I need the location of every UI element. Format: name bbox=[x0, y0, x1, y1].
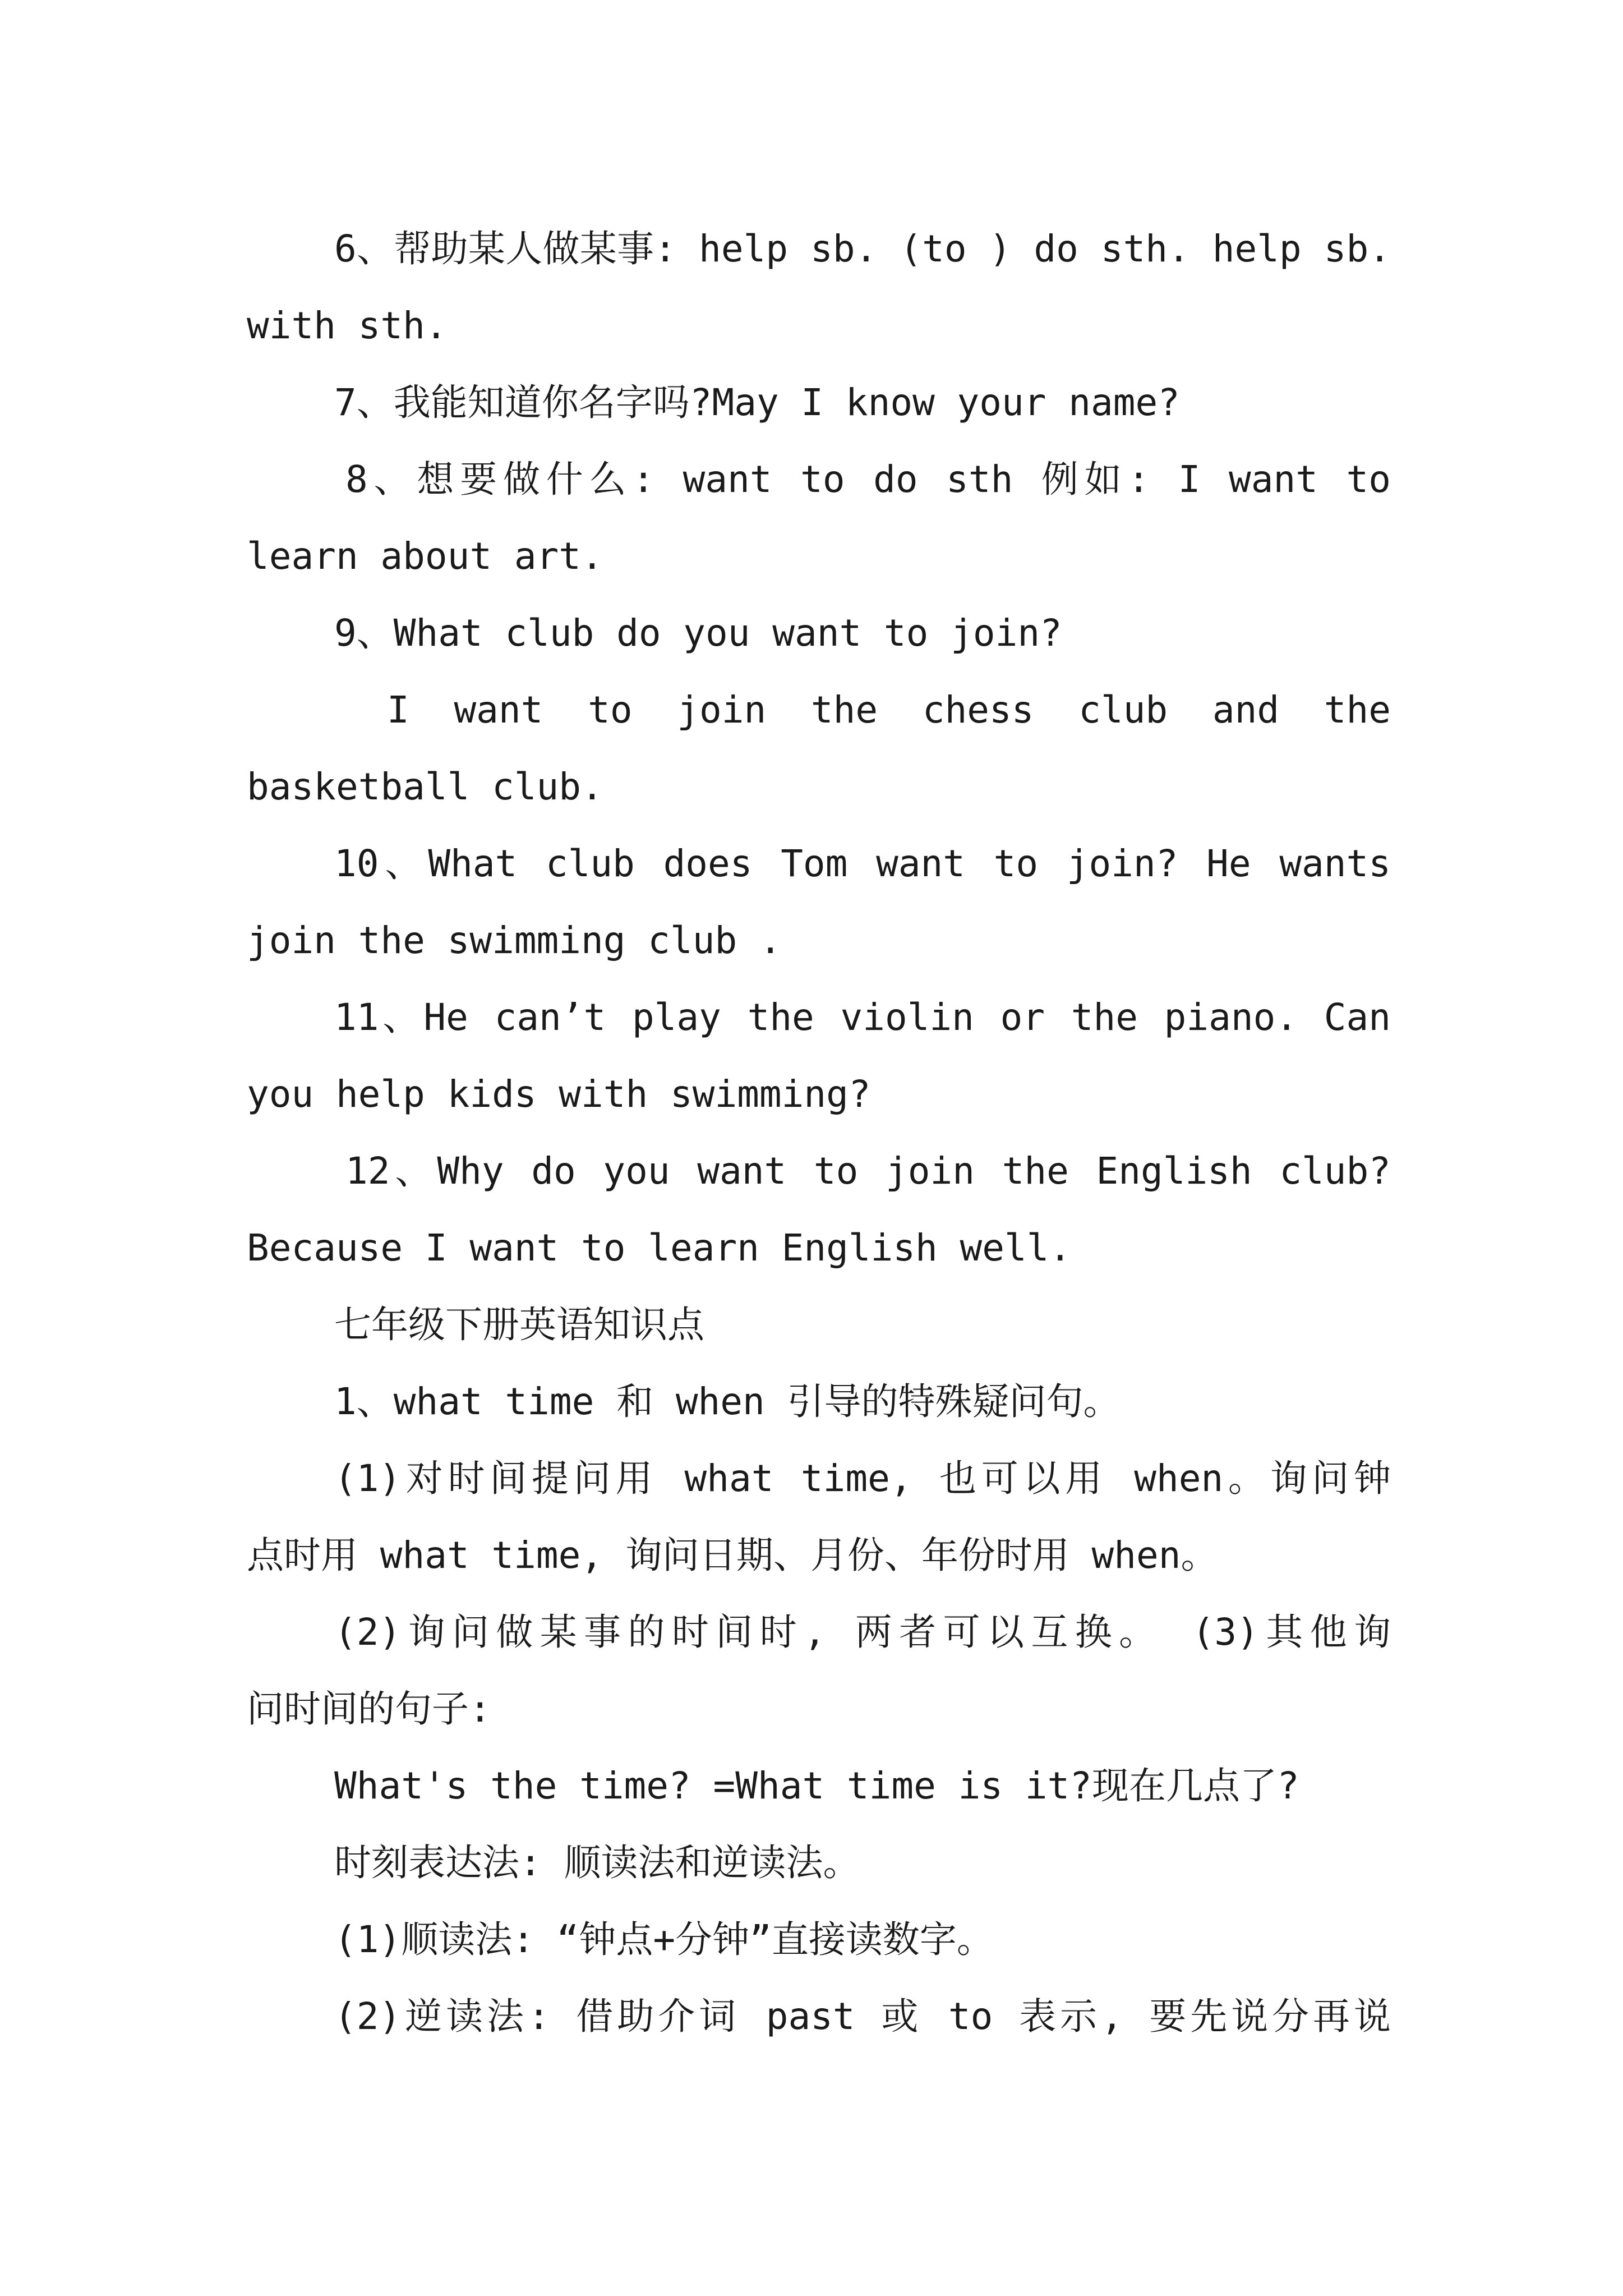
text-line: (2)询问做某事的时间时, 两者可以互换。 (3)其他询 bbox=[334, 1611, 1391, 1654]
text-line: 10、What club does Tom want to join? He wants bbox=[334, 842, 1391, 885]
text-line: join the swimming club . bbox=[247, 919, 782, 962]
text-line: learn about art. bbox=[247, 535, 603, 578]
text-line: (1)对时间提问用 what time, 也可以用 when。询问钟 bbox=[334, 1457, 1391, 1500]
text-line: 8、想要做什么: want to do sth 例如: I want to bbox=[345, 458, 1391, 501]
document-body bbox=[247, 210, 1391, 2055]
text-line: with sth. bbox=[247, 304, 448, 347]
text-line: 1、what time 和 when 引导的特殊疑问句。 bbox=[334, 1380, 1121, 1423]
text-line: (2)逆读法: 借助介词 past 或 to 表示, 要先说分再说 bbox=[334, 1995, 1391, 2038]
text-line: 12、Why do you want to join the English club? bbox=[345, 1149, 1391, 1193]
text-line: I want to join the chess club and the bbox=[387, 688, 1391, 731]
text-line: What's the time? =What time is it?现在几点了? bbox=[334, 1764, 1299, 1807]
section-heading: 七年级下册英语知识点 bbox=[334, 1303, 704, 1346]
text-line: Because I want to learn English well. bbox=[247, 1226, 1072, 1269]
text-line: 问时间的句子: bbox=[247, 1687, 491, 1731]
text-line: 时刻表达法: 顺读法和逆读法。 bbox=[334, 1841, 860, 1884]
text-line: 11、He can’t play the violin or the piano. Can bbox=[334, 996, 1391, 1039]
text-line: you help kids with swimming? bbox=[247, 1073, 871, 1116]
text-line: (1)顺读法: “钟点+分钟”直接读数字。 bbox=[334, 1918, 994, 1961]
text-line: 点时用 what time, 询问日期、月份、年份时用 when。 bbox=[247, 1534, 1218, 1577]
text-line: 6、帮助某人做某事: help sb. (to ) do sth. help sb. bbox=[334, 227, 1391, 270]
text-line: 9、What club do you want to join? bbox=[334, 611, 1062, 655]
text-line: 7、我能知道你名字吗?May I know your name? bbox=[334, 381, 1180, 424]
text-line: basketball club. bbox=[247, 765, 603, 808]
